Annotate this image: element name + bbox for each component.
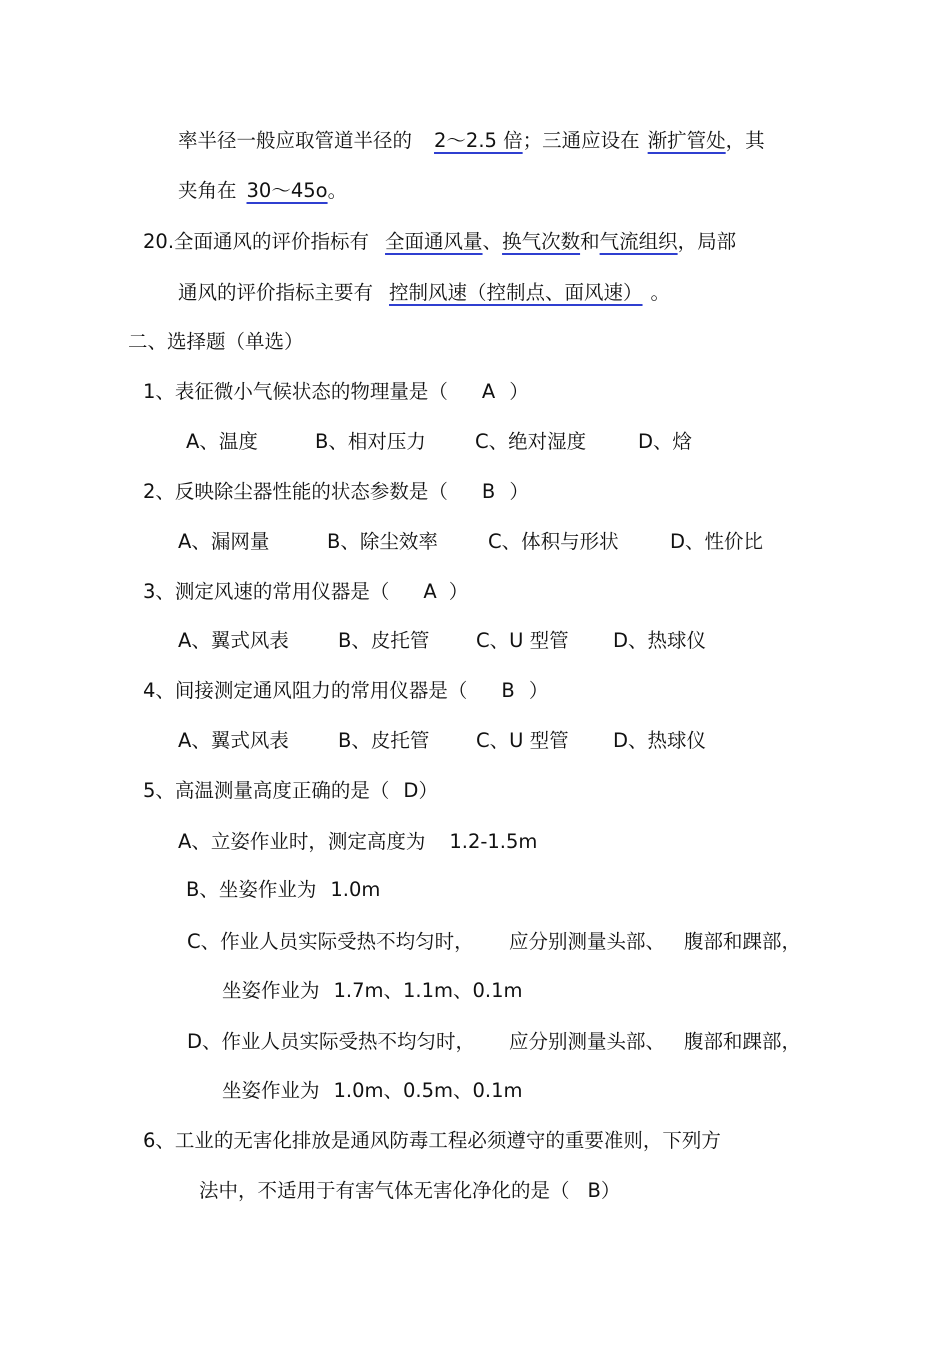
text-line: 法中，不适用于有害气体无害化净化的是（ B）: [199, 1179, 621, 1202]
option: C、U 型管: [476, 629, 569, 652]
option: B、皮托管: [338, 729, 430, 752]
section-title: 二、选择题（单选）: [128, 330, 304, 353]
option-continuation: 坐姿作业为 1.7m、1.1m、0.1m: [222, 979, 523, 1002]
answer: A: [481, 380, 496, 403]
question-1: 1、表征微小气候状态的物理量是（ A ）: [143, 380, 529, 403]
answer: B: [481, 480, 496, 503]
fill-blank: 控制风速（控制点、面风速）: [389, 281, 643, 304]
option: C、U 型管: [476, 729, 569, 752]
option: C、体积与形状: [488, 530, 619, 553]
text-line: 夹角在 30～45o。: [178, 179, 348, 202]
option: D、热球仪: [613, 729, 707, 752]
question-2: 2、反映除尘器性能的状态参数是（ B ）: [143, 480, 529, 503]
fill-blank: 2～2.5 倍: [434, 129, 523, 152]
text-line: 率半径一般应取管道半径的 2～2.5 倍；三通应设在 渐扩管处，其: [178, 129, 765, 152]
question-20: 20.全面通风的评价指标有 全面通风量、换气次数和气流组织，局部: [143, 230, 737, 253]
answer: B: [501, 679, 515, 702]
fill-blank: 渐扩管处: [647, 129, 726, 152]
option: B、坐姿作业为 1.0m: [186, 878, 381, 901]
fill-blank: 气流组织: [599, 230, 678, 253]
option: A、翼式风表: [178, 729, 289, 752]
option: D、焓: [638, 430, 693, 453]
question-4: 4、间接测定通风阻力的常用仪器是（ B ）: [143, 679, 549, 702]
question-3: 3、测定风速的常用仪器是（ A ）: [143, 580, 469, 603]
option: A、翼式风表: [178, 629, 289, 652]
option: D、性价比: [670, 530, 764, 553]
question-6: 6、工业的无害化排放是通风防毒工程必须遵守的重要准则，下列方: [143, 1129, 721, 1152]
answer: B: [587, 1179, 601, 1202]
option: D、热球仪: [613, 629, 707, 652]
option-continuation: 坐姿作业为 1.0m、0.5m、0.1m: [222, 1079, 523, 1102]
option: A、漏网量: [178, 530, 270, 553]
option: B、相对压力: [315, 430, 426, 453]
option: C、绝对湿度: [475, 430, 587, 453]
answer: D: [403, 779, 419, 802]
question-5: 5、高温测量高度正确的是（ D）: [143, 779, 438, 802]
answer: A: [423, 580, 437, 603]
text-line: 通风的评价指标主要有 控制风速（控制点、面风速） 。: [178, 281, 671, 304]
option: A、立姿作业时，测定高度为 1.2-1.5m: [178, 830, 538, 853]
fill-blank: 30～45o: [246, 179, 328, 202]
fill-blank: 换气次数: [502, 230, 581, 253]
fill-blank: 全面通风量: [385, 230, 483, 253]
option: B、除尘效率: [327, 530, 438, 553]
option: A、温度: [186, 430, 258, 453]
option: B、皮托管: [338, 629, 430, 652]
